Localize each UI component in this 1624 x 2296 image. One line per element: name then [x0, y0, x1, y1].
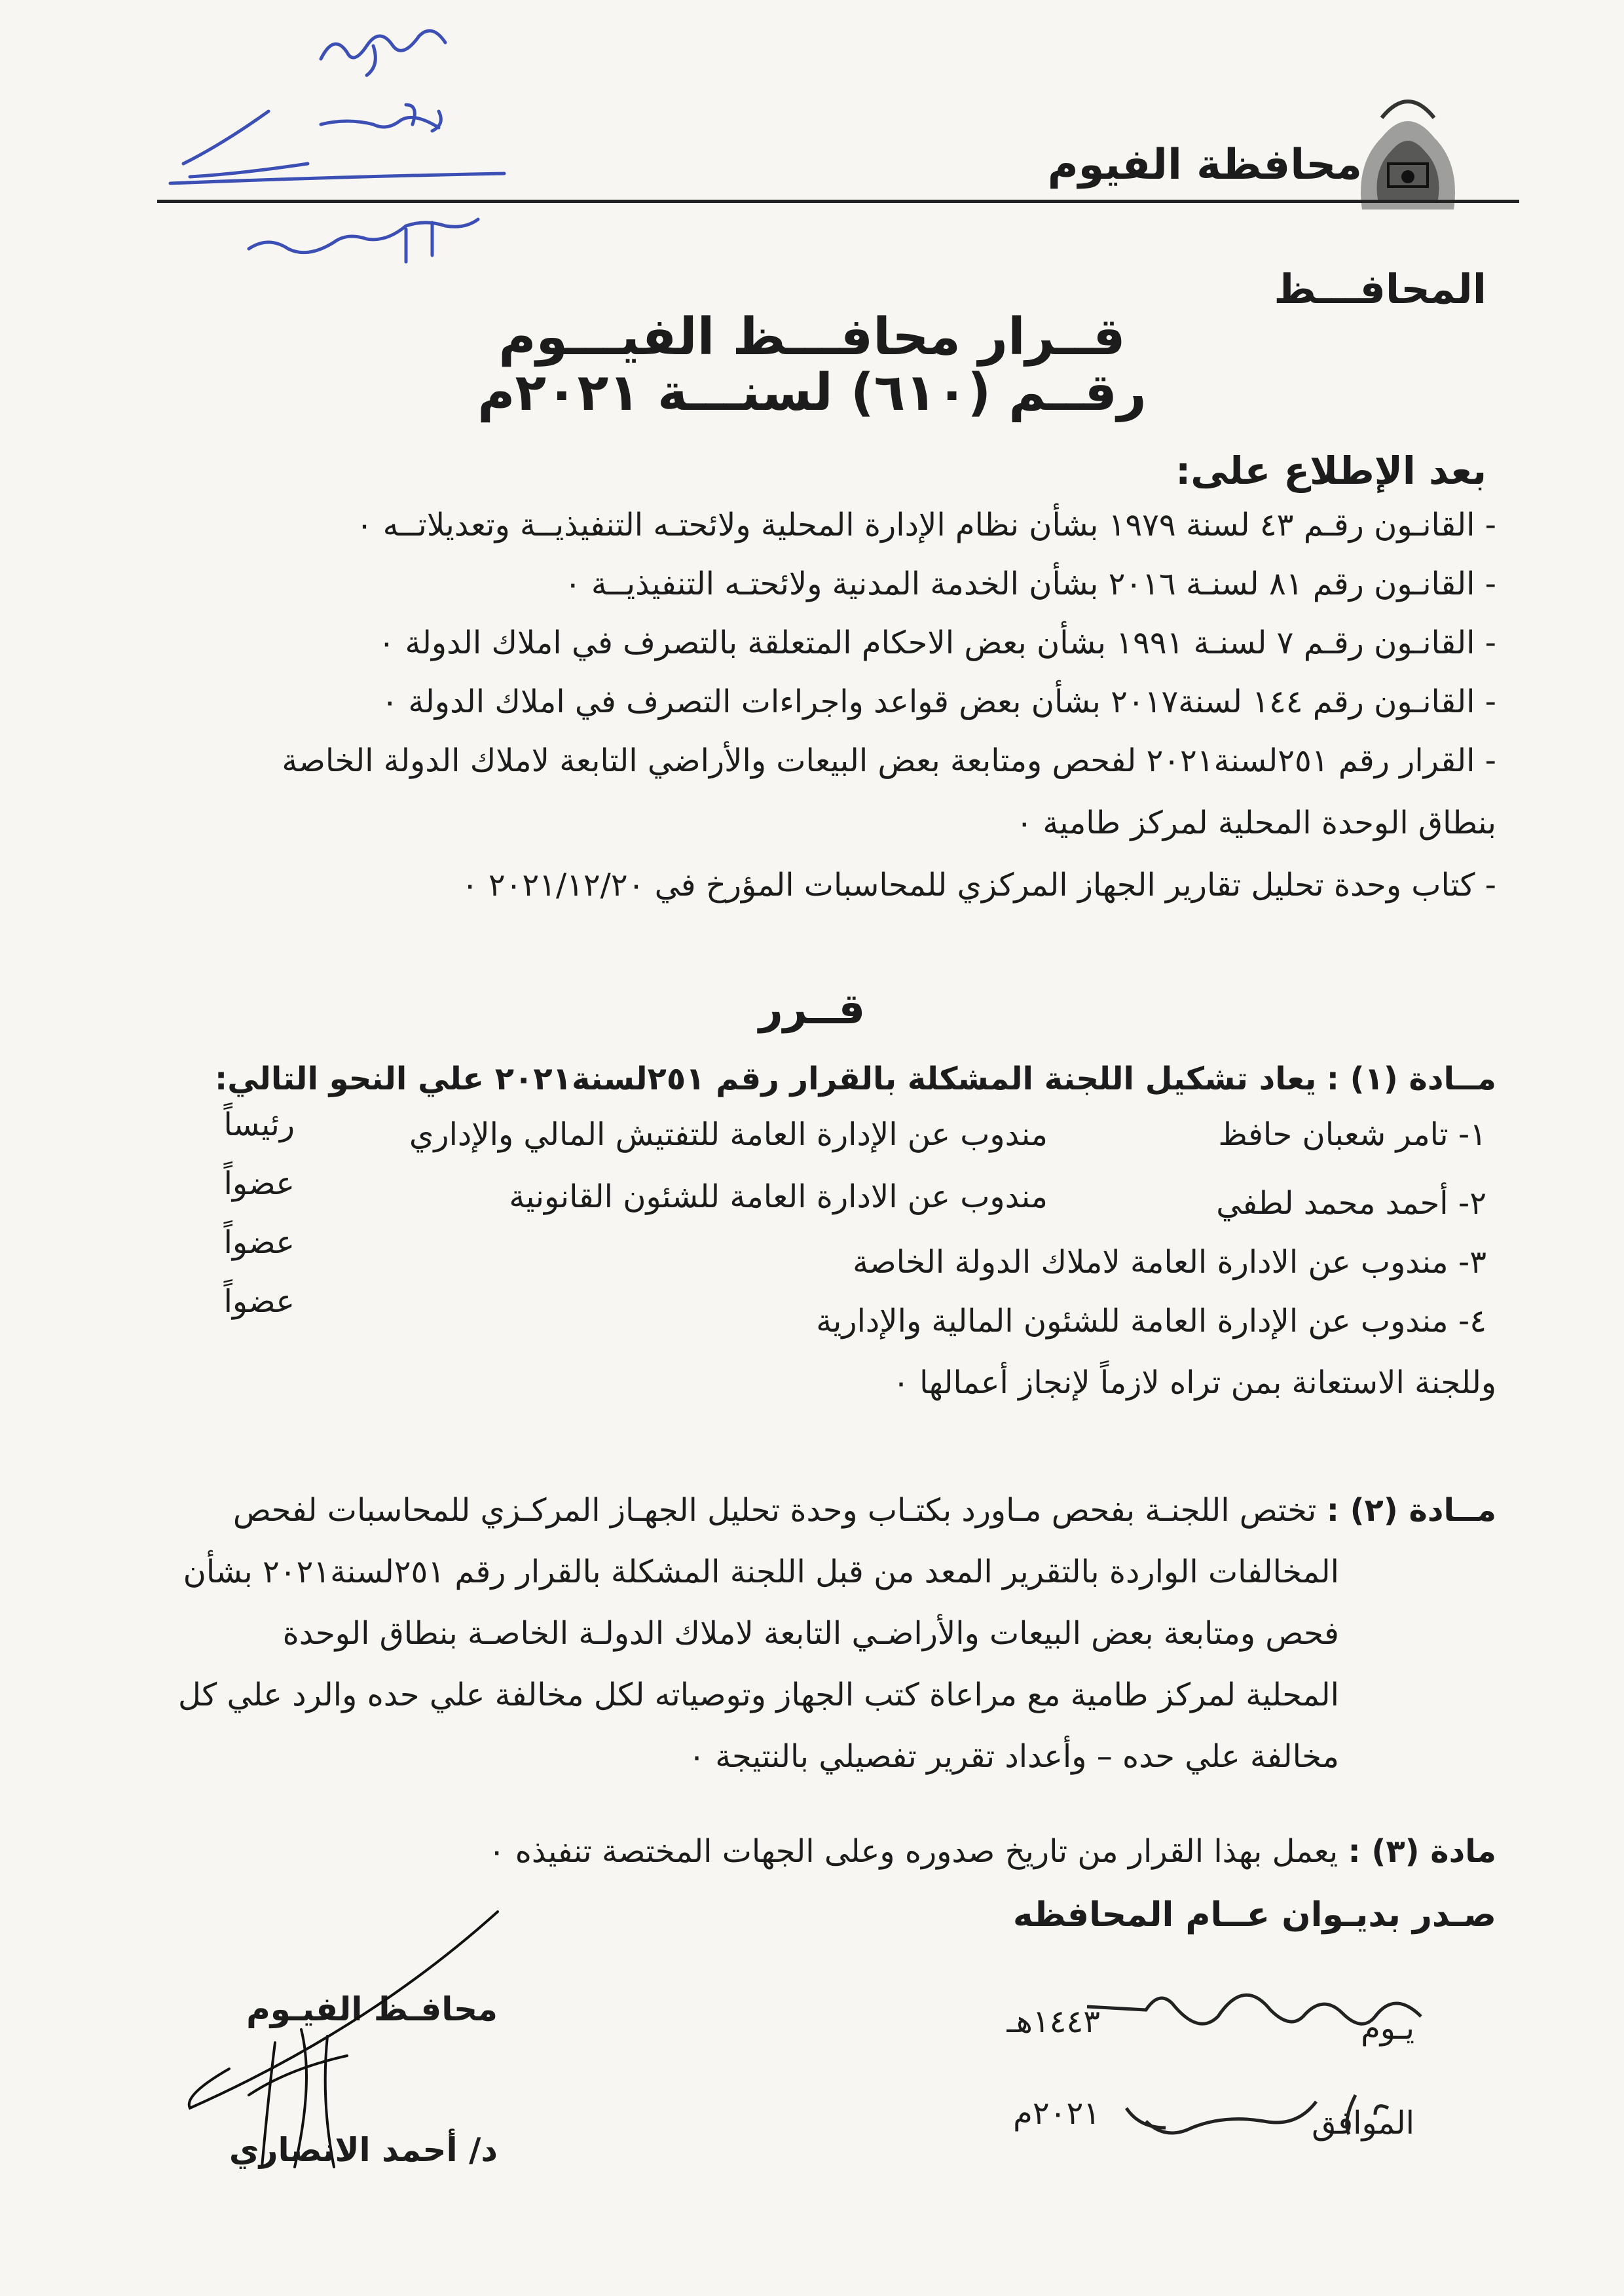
decided-heading: قــرر	[758, 985, 866, 1034]
member-position: عضواً	[223, 1224, 295, 1261]
article-3-text: يعمل بهذا القرار من تاريخ صدوره وعلى الجهات المختصة تنفيذه ٠	[488, 1833, 1338, 1870]
member-name: ٢- أحمد محمد لطفي	[1216, 1185, 1486, 1222]
consideration-item: - القانـون رقم ١٤٤ لسنة٢٠١٧ بشأن بعض قواعد واجراءات التصرف في املاك الدولة ٠	[381, 683, 1496, 720]
governor-office-heading: المحافـــظ	[1274, 265, 1486, 313]
signatory-name: د/ أحمد الانصاري	[229, 2131, 498, 2169]
consideration-item: - كتاب وحدة تحليل تقارير الجهاز المركزي للمحاسبات المؤرخ في ٢٠٢١/١٢/٢٠ ٠	[461, 867, 1496, 903]
hijri-year: ١٤٤٣هـ	[1006, 2003, 1100, 2040]
day-label: يـوم	[1361, 2010, 1414, 2047]
member-role: مندوب عن الإدارة العامة للتفتيش المالي والإداري	[409, 1116, 1048, 1153]
article-2	[121, 1480, 1496, 1787]
member-name: ٤- مندوب عن الإدارة العامة للشئون المالية والإدارية	[816, 1303, 1486, 1339]
consideration-item: - القانـون رقـم ٧ لسنـة ١٩٩١ بشأن بعض الاحكام المتعلقة بالتصرف في املاك الدولة ٠	[378, 625, 1496, 661]
decision-title: قــرار محافـــظ الفيـــوم	[498, 308, 1126, 367]
article-1-closing: وللجنة الاستعانة بمن تراه لازماً لإنجاز أعمالها ٠	[893, 1364, 1496, 1401]
member-role: مندوب عن الادارة العامة للشئون القانونية	[509, 1178, 1048, 1215]
agreed-date-label: الموافق	[1312, 2105, 1414, 2141]
decision-number: رقــم (٦١٠) لسنـــة ٢٠٢١م	[477, 363, 1147, 422]
member-name: ٣- مندوب عن الادارة العامة لاملاك الدولة الخاصة	[853, 1244, 1486, 1281]
article-3-label: مادة (٣) :	[1348, 1833, 1496, 1870]
consideration-item: - القرار رقم ٢٥١لسنة٢٠٢١ لفحص ومتابعة بعض البيعات والأراضي التابعة لاملاك الدولة الخاصة	[282, 742, 1496, 779]
article-2-label: مــادة (٢) :	[1326, 1492, 1496, 1529]
member-position: عضواً	[223, 1165, 295, 1202]
article-2-line: المخالفات الواردة بالتقرير المعد من قبل اللجنة المشكلة بالقرار رقم ٢٥١لسنة٢٠٢١ بشأن	[183, 1554, 1339, 1590]
governorate-name: محافظة الفيوم	[1047, 141, 1362, 189]
article-1-label: مــادة (١) :	[1326, 1061, 1496, 1097]
article-3	[121, 1833, 1496, 1870]
handwritten-registration-note	[157, 20, 524, 288]
member-name: ١- تامر شعبان حافظ	[1218, 1116, 1486, 1153]
article-1-text: يعاد تشكيل اللجنة المشكلة بالقرار رقم ٢٥١لسنة٢٠٢١ علي النحو التالي:	[215, 1061, 1317, 1097]
header-divider	[157, 200, 1519, 203]
article-2-line: فحص ومتابعة بعض البيعات والأراضـي التابعة لاملاك الدولـة الخاصـة بنطاق الوحدة	[282, 1615, 1339, 1652]
article-1	[121, 1061, 1496, 1097]
considerations-heading: بعد الإطلاع على:	[1175, 448, 1486, 493]
signatory-title: محافـظ الفيـوم	[246, 1990, 498, 2028]
article-2-line: تختص اللجنـة بفحص مـاورد بكتـاب وحدة تحليل الجهـاز المركـزي للمحاسبات لفحص	[232, 1492, 1317, 1529]
consideration-item: - القانـون رقـم ٤٣ لسنة ١٩٧٩ بشأن نظام الإدارة المحلية ولائحتـه التنفيذيــة وتعديلاتــه ٠	[356, 507, 1496, 543]
member-position: عضواً	[223, 1283, 295, 1320]
handwritten-gregorian-date	[1080, 2082, 1408, 2147]
gregorian-year: ٢٠٢١م	[1013, 2095, 1100, 2132]
issued-at: صـدر بديـوان عــام المحافظه	[1012, 1895, 1496, 1935]
consideration-item-continuation: بنطاق الوحدة المحلية لمركز طامية ٠	[1016, 805, 1496, 841]
consideration-item: - القانـون رقم ٨١ لسنـة ٢٠١٦ بشأن الخدمة المدنية ولائحتـه التنفيذيــة ٠	[564, 566, 1496, 602]
article-2-line: المحلية لمركز طامية مع مراعاة كتب الجهاز وتوصياته لكل مخالفة علي حده والرد علي كل	[178, 1677, 1339, 1713]
member-position: رئيساً	[223, 1106, 295, 1143]
article-2-line: مخالفة علي حده – وأعداد تقرير تفصيلي بالنتيجة ٠	[688, 1738, 1339, 1775]
handwritten-hijri-date	[1080, 1971, 1441, 2043]
